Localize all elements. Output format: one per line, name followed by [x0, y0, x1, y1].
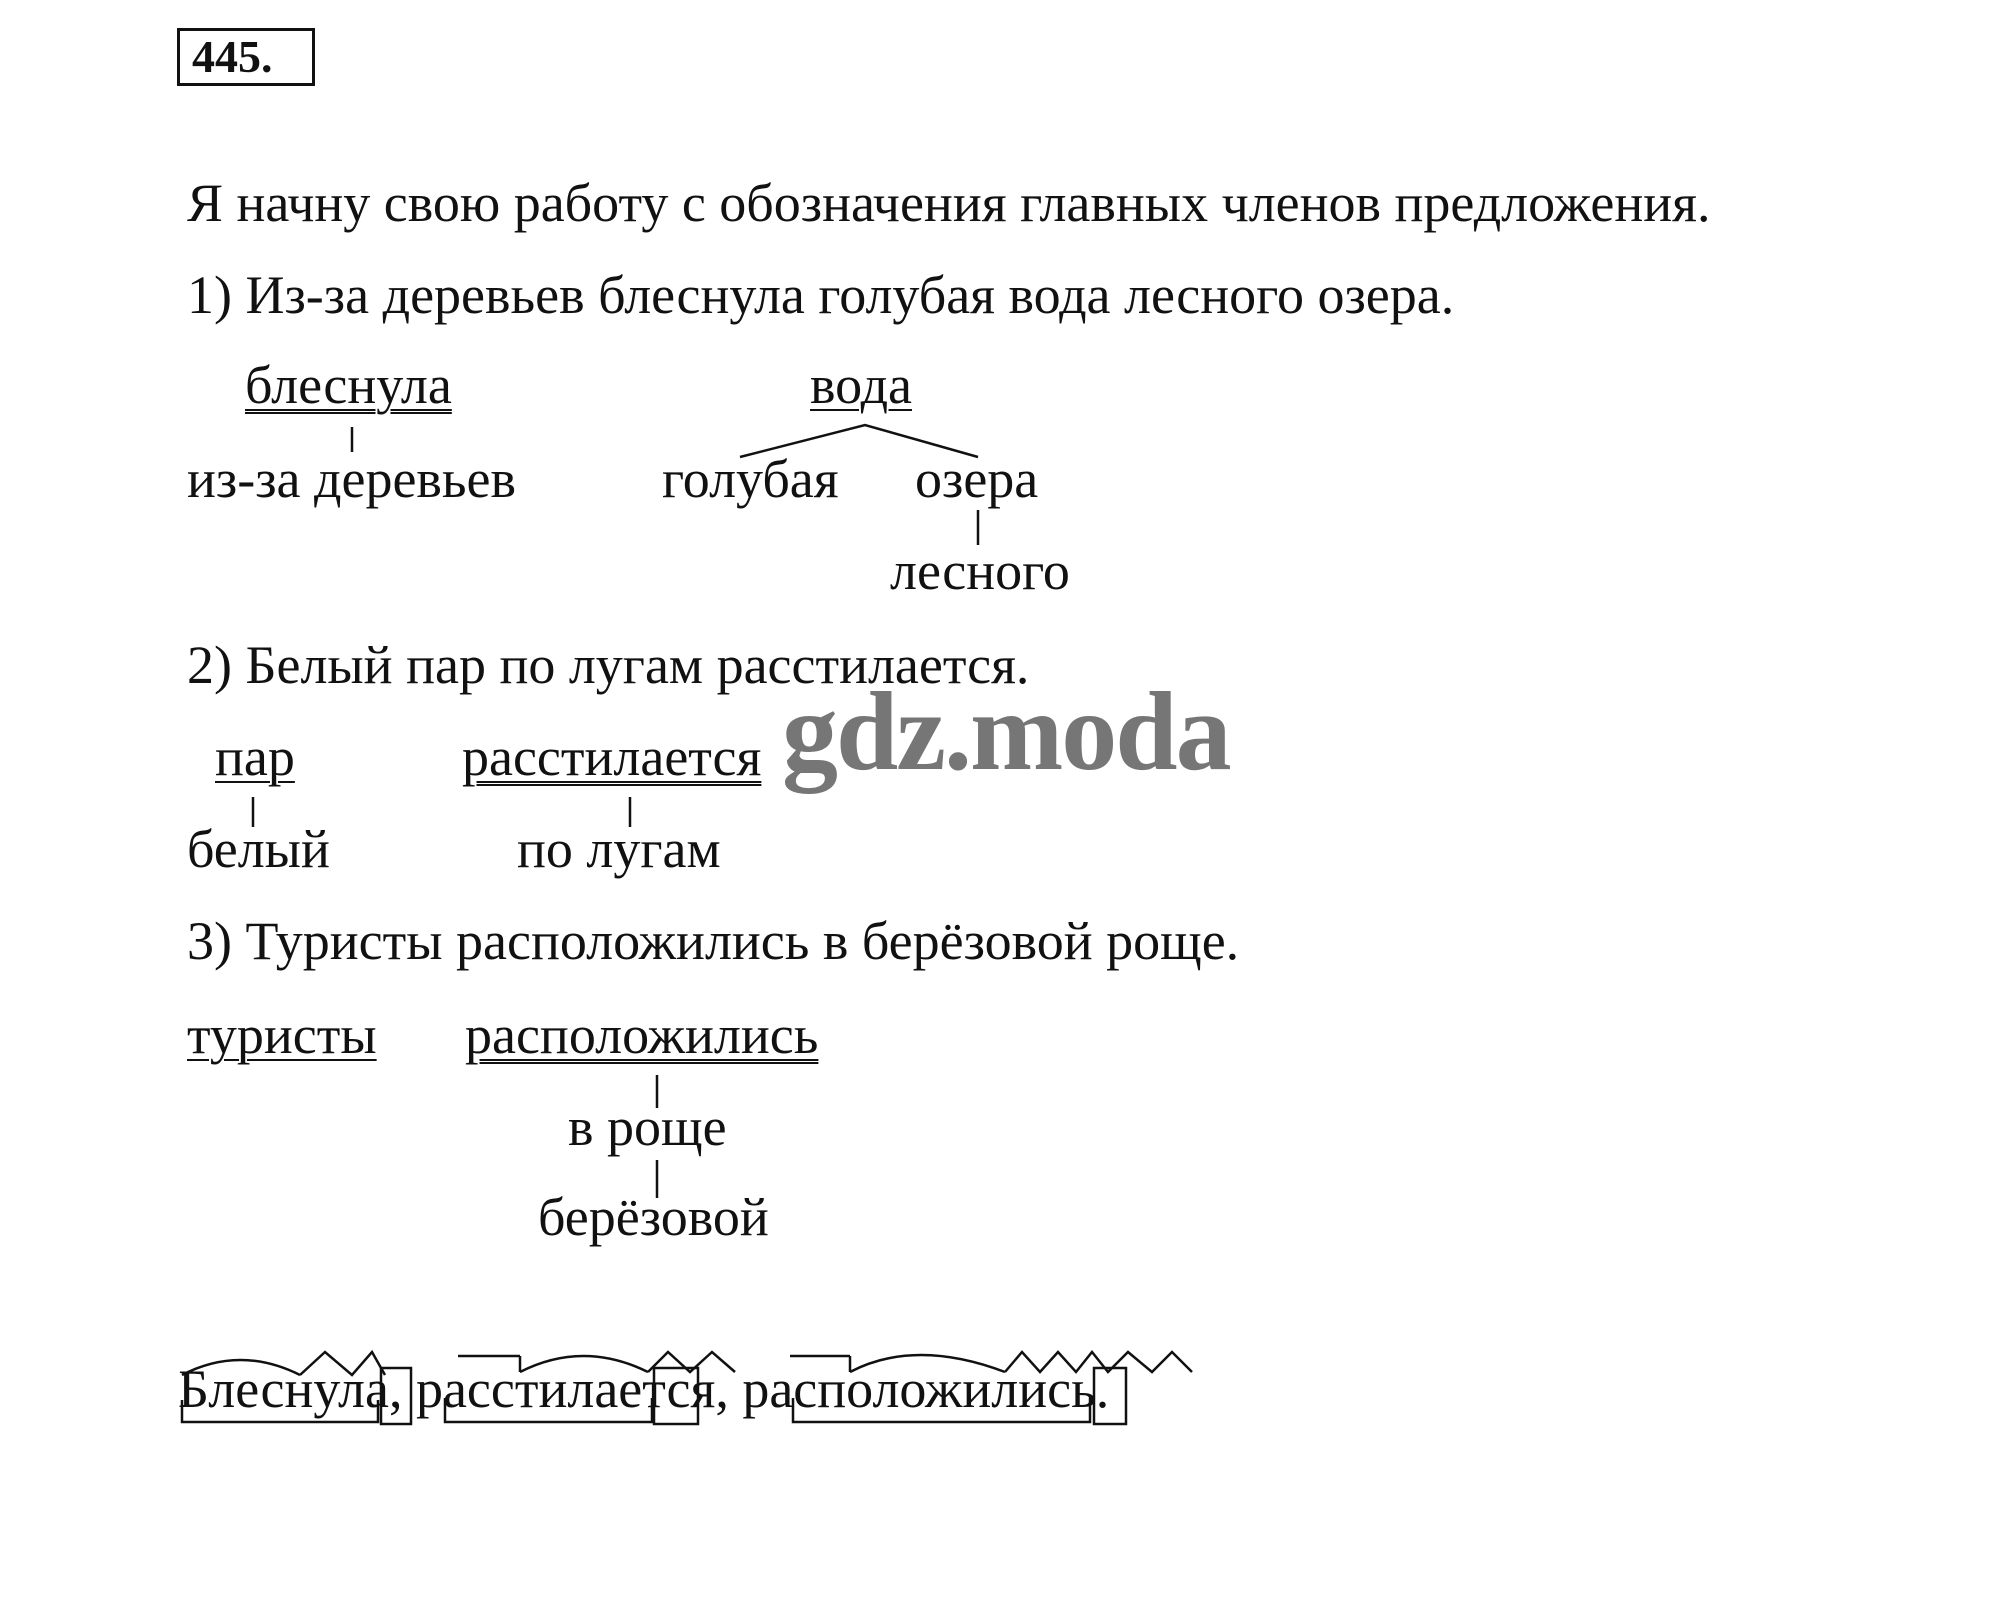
exercise-number: 445. — [177, 28, 315, 86]
s2-subject: пар — [215, 727, 295, 787]
morpheme-word-3: расположились — [742, 1359, 1096, 1419]
s1-attribute-golubaya: голубая — [662, 449, 839, 509]
s3-adverbial: в роще — [568, 1097, 727, 1157]
morpheme-separator-1: , — [388, 1359, 416, 1419]
s3-predicate: расположились — [465, 1005, 819, 1065]
s1-subject: вода — [810, 355, 913, 415]
s2-predicate: расстилается — [462, 727, 762, 787]
morpheme-word-2: расстилается — [415, 1359, 716, 1419]
s3-attribute: берёзовой — [538, 1187, 769, 1247]
s1-attribute-lesnogo: лесного — [890, 541, 1070, 601]
s2-adverbial: по лугам — [517, 819, 721, 879]
morpheme-separator-2: , — [715, 1359, 743, 1419]
morpheme-word-1: Блеснула — [178, 1359, 389, 1419]
s1-attribute-ozera: озера — [915, 449, 1039, 509]
sentence-2: 2) Белый пар по лугам расстилается. — [187, 635, 1030, 695]
s3-subject: туристы — [187, 1005, 377, 1065]
s1-predicate: блеснула — [245, 355, 452, 415]
watermark: gdz.moda — [782, 670, 1230, 794]
sentence-1: 1) Из-за деревьев блеснула голубая вода лесного озера. — [187, 265, 1455, 325]
sentence-3: 3) Туристы расположились в берёзовой роще. — [187, 911, 1240, 971]
intro-text: Я начну свою работу с обозначения главных членов предложения. — [187, 173, 1711, 233]
s2-attribute: белый — [187, 819, 330, 879]
exercise-number-text: 445 — [192, 31, 261, 82]
s1-adverbial: из-за деревьев — [187, 449, 517, 509]
morpheme-analysis-line — [178, 1359, 1110, 1419]
morpheme-end: . — [1095, 1359, 1110, 1419]
